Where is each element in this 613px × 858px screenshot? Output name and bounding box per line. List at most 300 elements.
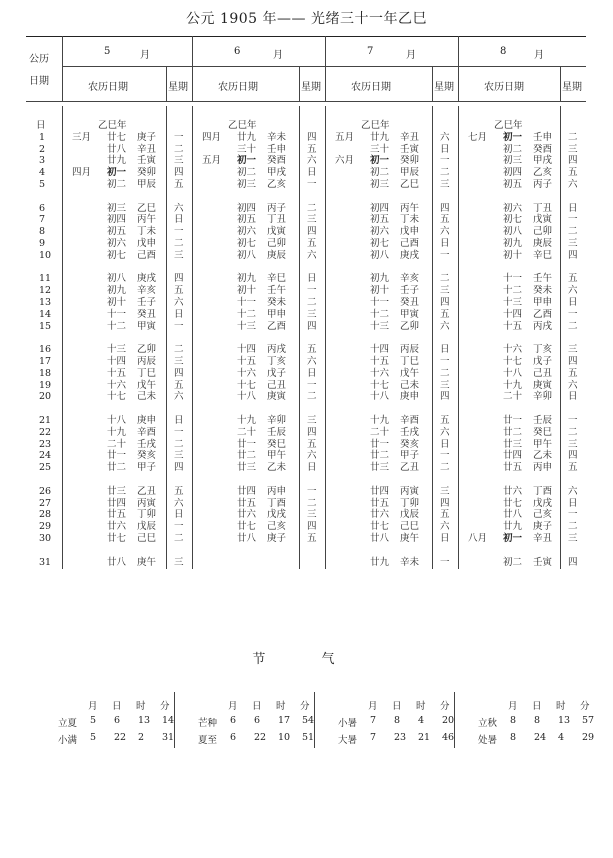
ganzhi-day: 辛未 <box>400 556 420 568</box>
xingqi-label: 星期 <box>168 82 188 93</box>
lunar-day: 廿二 <box>503 426 523 438</box>
lunar-day: 十二 <box>237 308 257 320</box>
month-header-num: 5 <box>104 46 111 57</box>
lunar-day: 十四 <box>370 344 390 356</box>
weekday: 五 <box>174 179 184 190</box>
weekday: 五 <box>568 462 578 474</box>
weekday: 日 <box>568 202 578 214</box>
ganzhi-day: 癸巳 <box>533 426 553 438</box>
weekday: 三 <box>307 415 317 426</box>
lunar-day: 初六 <box>503 202 523 214</box>
ganzhi-day: 甲子 <box>400 450 420 462</box>
weekday: 日 <box>307 167 317 179</box>
ganzhi-day: 庚子 <box>533 521 553 533</box>
day-number: 6 <box>39 202 46 214</box>
weekday: 日 <box>568 497 578 509</box>
ganzhi-day: 辛卯 <box>533 391 553 403</box>
riqi-label: 日期 <box>29 76 49 87</box>
jieqi-name: 大暑 <box>338 735 358 746</box>
lunar-month-marker: 四月 <box>72 167 92 179</box>
lunar-day: 十八 <box>370 391 390 403</box>
day-number: 29 <box>39 521 52 533</box>
ganzhi-day: 辛丑 <box>533 533 553 544</box>
lunar-day: 廿九 <box>370 131 390 143</box>
lunar-month-marker: 四月 <box>202 131 222 143</box>
day-number: 17 <box>39 356 52 367</box>
day-number: 26 <box>39 485 52 497</box>
weekday: 日 <box>440 344 450 356</box>
ganzhi-day: 戊午 <box>400 367 420 379</box>
lunar-day: 廿四 <box>370 485 390 497</box>
ganzhi-day: 癸巳 <box>267 438 287 450</box>
weekday: 日 <box>440 238 450 249</box>
ganzhi-day: 壬午 <box>533 273 553 285</box>
ganzhi-day: 甲寅 <box>137 320 157 332</box>
ganzhi-day: 丙午 <box>400 202 420 214</box>
lunar-month-marker: 六月 <box>335 155 355 167</box>
lunar-day: 十五 <box>237 356 257 367</box>
day-number: 25 <box>39 462 52 474</box>
lunar-day: 十五 <box>107 367 127 379</box>
weekday: 二 <box>568 320 578 332</box>
jieqi-hour: 17 <box>278 715 291 726</box>
lunar-month-marker: 七月 <box>468 131 488 143</box>
ganzhi-day: 己卯 <box>267 238 287 249</box>
lunar-day: 廿三 <box>107 485 127 497</box>
ganzhi-day: 甲戌 <box>533 155 553 167</box>
lunar-day: 廿五 <box>503 462 523 474</box>
jieqi-name: 小满 <box>58 735 78 746</box>
weekday: 五 <box>307 533 317 544</box>
ganzhi-day: 辛酉 <box>137 426 157 438</box>
weekday: 三 <box>174 155 184 167</box>
weekday: 六 <box>568 485 578 497</box>
lunar-day: 初五 <box>107 226 127 238</box>
weekday: 四 <box>568 155 578 167</box>
ganzhi-day: 庚子 <box>267 533 287 544</box>
ganzhi-day: 丁丑 <box>533 202 553 214</box>
lunar-day: 廿二 <box>107 462 127 474</box>
weekday: 一 <box>174 426 184 438</box>
day-number: 9 <box>39 238 46 249</box>
month-header-unit: 月 <box>273 50 283 61</box>
jieqi-month: 8 <box>510 732 517 743</box>
day-number: 24 <box>39 450 52 462</box>
weekday: 三 <box>174 450 184 462</box>
ganzhi-day: 庚戌 <box>400 249 420 261</box>
jieqi-col-header: 分 <box>300 701 310 712</box>
ganzhi-day: 壬午 <box>267 285 287 297</box>
lunar-day: 廿八 <box>237 533 257 544</box>
ganzhi-day: 丁丑 <box>267 214 287 226</box>
lunar-day: 廿七 <box>503 497 523 509</box>
month-header-num: 7 <box>367 46 374 57</box>
jieqi-month: 5 <box>90 715 97 726</box>
lunar-day: 十八 <box>107 415 127 426</box>
year-label: 乙巳年 <box>361 120 390 131</box>
lunar-day: 廿四 <box>503 450 523 462</box>
weekday: 二 <box>440 462 450 474</box>
jieqi-day: 22 <box>114 732 127 743</box>
week-col-divider <box>560 106 561 569</box>
weekday: 日 <box>440 533 450 544</box>
ganzhi-day: 庚寅 <box>267 391 287 403</box>
year-label: 乙巳年 <box>494 120 523 131</box>
ganzhi-day: 戊戌 <box>267 509 287 521</box>
month-col-divider <box>458 36 459 101</box>
page-title: 公元 1905 年—— 光绪三十一年乙巳 <box>186 11 427 27</box>
weekday: 三 <box>174 556 184 568</box>
weekday: 四 <box>307 226 317 238</box>
ri-label: 日 <box>36 120 46 131</box>
lunar-day: 二十 <box>370 426 390 438</box>
ganzhi-day: 己酉 <box>137 249 157 261</box>
weekday: 三 <box>174 249 184 261</box>
nongli-label: 农历日期 <box>88 82 128 93</box>
jieqi-hour: 13 <box>138 715 151 726</box>
jieqi-minute: 54 <box>302 715 315 726</box>
jieqi-minute: 51 <box>302 732 315 743</box>
weekday: 四 <box>174 462 184 474</box>
ganzhi-day: 乙巳 <box>137 202 157 214</box>
jieqi-col-header: 时 <box>416 701 426 712</box>
ganzhi-day: 辛未 <box>267 131 287 143</box>
ganzhi-day: 乙丑 <box>400 462 420 474</box>
ganzhi-day: 丙申 <box>533 462 553 474</box>
ganzhi-day: 丁未 <box>137 226 157 238</box>
day-number: 21 <box>39 415 52 426</box>
weekday: 三 <box>307 308 317 320</box>
lunar-day: 初八 <box>237 249 257 261</box>
lunar-day: 廿五 <box>237 497 257 509</box>
lunar-day: 初三 <box>107 202 127 214</box>
lunar-month-marker: 八月 <box>468 533 488 544</box>
lunar-day: 十一 <box>107 308 127 320</box>
ganzhi-day: 戊辰 <box>400 509 420 521</box>
jieqi-name: 立夏 <box>58 718 78 729</box>
week-col-divider <box>166 67 167 101</box>
jieqi-minute: 29 <box>582 732 595 743</box>
ganzhi-day: 庚戌 <box>137 273 157 285</box>
weekday: 二 <box>174 143 184 155</box>
jieqi-hour: 4 <box>558 732 565 743</box>
weekday: 二 <box>307 202 317 214</box>
lunar-day: 十八 <box>503 367 523 379</box>
day-number: 18 <box>39 367 52 379</box>
jieqi-col-header: 分 <box>440 701 450 712</box>
weekday: 四 <box>174 367 184 379</box>
lunar-day: 十六 <box>370 367 390 379</box>
ganzhi-day: 癸未 <box>267 297 287 308</box>
lunar-day: 初五 <box>237 214 257 226</box>
jieqi-divider <box>454 692 455 748</box>
jieqi-name: 处暑 <box>478 735 498 746</box>
lunar-day: 二十 <box>503 391 523 403</box>
lunar-day: 初十 <box>107 297 127 308</box>
weekday: 日 <box>440 143 450 155</box>
lunar-day: 初一 <box>107 167 127 179</box>
weekday: 六 <box>440 226 450 238</box>
ganzhi-day: 丁酉 <box>533 485 553 497</box>
weekday: 日 <box>307 367 317 379</box>
month-col-divider <box>192 36 193 101</box>
day-number: 2 <box>39 143 46 155</box>
lunar-day: 初一 <box>370 155 390 167</box>
month-header-unit: 月 <box>534 50 544 61</box>
day-number: 19 <box>39 379 52 391</box>
weekday: 五 <box>307 238 317 249</box>
lunar-day: 廿七 <box>107 533 127 544</box>
weekday: 六 <box>307 155 317 167</box>
jieqi-day: 6 <box>114 715 121 726</box>
lunar-day: 初二 <box>370 167 390 179</box>
weekday: 二 <box>440 367 450 379</box>
weekday: 四 <box>307 320 317 332</box>
day-number: 7 <box>39 214 46 226</box>
lunar-day: 初六 <box>237 226 257 238</box>
ganzhi-day: 己未 <box>137 391 157 403</box>
day-number: 31 <box>39 556 52 568</box>
weekday: 六 <box>174 391 184 403</box>
lunar-day: 廿七 <box>370 521 390 533</box>
day-number: 28 <box>39 509 52 521</box>
day-number: 20 <box>39 391 52 403</box>
ganzhi-day: 甲申 <box>533 297 553 308</box>
jieqi-day: 24 <box>534 732 547 743</box>
jieqi-divider <box>314 692 315 748</box>
ganzhi-day: 丙子 <box>533 179 553 190</box>
lunar-day: 廿八 <box>107 143 127 155</box>
day-number: 3 <box>39 155 46 167</box>
weekday: 六 <box>568 285 578 297</box>
ganzhi-day: 辛巳 <box>533 249 553 261</box>
lunar-day: 廿八 <box>370 533 390 544</box>
month-col-divider <box>192 106 193 569</box>
day-number: 30 <box>39 533 52 544</box>
ganzhi-day: 庚申 <box>137 415 157 426</box>
lunar-day: 十四 <box>237 344 257 356</box>
weekday: 一 <box>174 320 184 332</box>
jieqi-month: 7 <box>370 732 377 743</box>
ganzhi-day: 庚午 <box>137 556 157 568</box>
jieqi-month: 5 <box>90 732 97 743</box>
weekday: 一 <box>440 356 450 367</box>
weekday: 二 <box>174 238 184 249</box>
weekday: 二 <box>307 497 317 509</box>
weekday: 日 <box>307 462 317 474</box>
jieqi-col-header: 日 <box>392 701 402 712</box>
day-number: 16 <box>39 344 52 356</box>
lunar-day: 廿二 <box>370 450 390 462</box>
nongli-label: 农历日期 <box>351 82 391 93</box>
week-col-divider <box>299 67 300 101</box>
weekday: 三 <box>307 509 317 521</box>
jieqi-minute: 46 <box>442 732 455 743</box>
weekday: 四 <box>568 556 578 568</box>
ganzhi-day: 甲子 <box>137 462 157 474</box>
year-label: 乙巳年 <box>228 120 257 131</box>
day-number: 23 <box>39 438 52 450</box>
ganzhi-day: 丙寅 <box>400 485 420 497</box>
ganzhi-day: 庚申 <box>400 391 420 403</box>
weekday: 日 <box>174 415 184 426</box>
ganzhi-day: 己巳 <box>137 533 157 544</box>
ganzhi-day: 丙子 <box>267 202 287 214</box>
lunar-day: 十三 <box>370 320 390 332</box>
ganzhi-day: 丁未 <box>400 214 420 226</box>
day-number: 11 <box>39 273 52 285</box>
jieqi-table <box>40 698 595 748</box>
lunar-day: 廿六 <box>503 485 523 497</box>
weekday: 六 <box>174 297 184 308</box>
lunar-day: 十五 <box>503 320 523 332</box>
day-number: 13 <box>39 297 52 308</box>
jieqi-col-header: 分 <box>580 701 590 712</box>
ganzhi-day: 甲寅 <box>400 308 420 320</box>
day-number: 4 <box>39 167 46 179</box>
lunar-day: 十七 <box>237 379 257 391</box>
lunar-day: 廿一 <box>107 450 127 462</box>
ganzhi-day: 戊寅 <box>267 226 287 238</box>
ganzhi-day: 癸卯 <box>137 167 157 179</box>
lunar-day: 廿六 <box>107 521 127 533</box>
weekday: 五 <box>440 509 450 521</box>
ganzhi-day: 丁亥 <box>533 344 553 356</box>
ganzhi-day: 戊寅 <box>533 214 553 226</box>
ganzhi-day: 壬寅 <box>400 143 420 155</box>
weekday: 四 <box>440 497 450 509</box>
lunar-day: 十二 <box>503 285 523 297</box>
ganzhi-day: 丁巳 <box>137 367 157 379</box>
lunar-day: 初二 <box>107 179 127 190</box>
weekday: 五 <box>174 485 184 497</box>
lunar-day: 二十 <box>107 438 127 450</box>
ganzhi-day: 甲戌 <box>267 167 287 179</box>
month-col-divider <box>458 106 459 569</box>
jieqi-day: 8 <box>394 715 401 726</box>
lunar-day: 十四 <box>107 356 127 367</box>
ganzhi-day: 甲辰 <box>400 167 420 179</box>
weekday: 日 <box>174 214 184 226</box>
weekday: 六 <box>307 450 317 462</box>
ganzhi-day: 戊戌 <box>533 497 553 509</box>
xingqi-label: 星期 <box>434 82 454 93</box>
ganzhi-day: 壬申 <box>267 143 287 155</box>
weekday: 二 <box>440 273 450 285</box>
lunar-day: 初五 <box>370 214 390 226</box>
ganzhi-day: 庚辰 <box>533 238 553 249</box>
ganzhi-day: 辛巳 <box>267 273 287 285</box>
weekday: 一 <box>307 179 317 190</box>
weekday: 一 <box>568 214 578 226</box>
header-divider <box>62 36 63 101</box>
weekday: 日 <box>174 308 184 320</box>
lunar-day: 廿九 <box>370 556 390 568</box>
day-number: 22 <box>39 426 52 438</box>
lunar-day: 廿八 <box>107 556 127 568</box>
lunar-day: 初三 <box>370 179 390 190</box>
jieqi-col-header: 日 <box>112 701 122 712</box>
lunar-day: 十九 <box>503 379 523 391</box>
ganzhi-day: 壬寅 <box>533 556 553 568</box>
lunar-day: 初一 <box>237 155 257 167</box>
weekday: 六 <box>307 249 317 261</box>
lunar-day: 廿四 <box>107 497 127 509</box>
lunar-day: 初二 <box>503 143 523 155</box>
lunar-day: 十四 <box>503 308 523 320</box>
lunar-day: 十三 <box>237 320 257 332</box>
ganzhi-day: 己未 <box>400 379 420 391</box>
ganzhi-day: 庚午 <box>400 533 420 544</box>
week-col-divider <box>432 106 433 569</box>
lunar-day: 十六 <box>237 367 257 379</box>
lunar-day: 廿八 <box>503 509 523 521</box>
ganzhi-day: 乙亥 <box>267 179 287 190</box>
lunar-day: 廿六 <box>237 509 257 521</box>
ganzhi-day: 辛酉 <box>400 415 420 426</box>
jieqi-name: 小暑 <box>338 718 358 729</box>
ganzhi-day: 己酉 <box>400 238 420 249</box>
weekday: 二 <box>174 344 184 356</box>
weekday: 三 <box>568 344 578 356</box>
weekday: 二 <box>440 167 450 179</box>
ganzhi-day: 辛亥 <box>137 285 157 297</box>
month-header-num: 8 <box>500 46 507 57</box>
jieqi-name: 芒种 <box>198 718 218 729</box>
jieqi-month: 8 <box>510 715 517 726</box>
nongli-label: 农历日期 <box>218 82 258 93</box>
weekday: 四 <box>440 297 450 308</box>
jieqi-hour: 13 <box>558 715 571 726</box>
ganzhi-day: 壬申 <box>533 131 553 143</box>
ganzhi-day: 癸酉 <box>533 143 553 155</box>
day-number: 12 <box>39 285 52 297</box>
header-mid-rule <box>62 66 586 67</box>
ganzhi-day: 辛卯 <box>267 415 287 426</box>
weekday: 日 <box>568 297 578 308</box>
ganzhi-day: 壬子 <box>137 297 157 308</box>
ganzhi-day: 庚子 <box>137 131 157 143</box>
ganzhi-day: 丁亥 <box>267 356 287 367</box>
ganzhi-day: 乙卯 <box>137 344 157 356</box>
jieqi-col-header: 时 <box>136 701 146 712</box>
weekday: 三 <box>440 285 450 297</box>
weekday: 四 <box>568 356 578 367</box>
lunar-day: 三十 <box>370 143 390 155</box>
jieqi-hour: 10 <box>278 732 291 743</box>
ganzhi-day: 己丑 <box>533 367 553 379</box>
ganzhi-day: 甲申 <box>267 308 287 320</box>
jieqi-month: 6 <box>230 715 237 726</box>
jieqi-col-header: 日 <box>252 701 262 712</box>
day-number: 8 <box>39 226 46 238</box>
lunar-day: 初十 <box>237 285 257 297</box>
jieqi-col-header: 月 <box>88 701 98 712</box>
weekday: 三 <box>568 238 578 249</box>
weekday: 三 <box>568 143 578 155</box>
ganzhi-day: 戊子 <box>267 367 287 379</box>
lunar-month-marker: 三月 <box>72 131 92 143</box>
ganzhi-day: 庚寅 <box>533 379 553 391</box>
weekday: 一 <box>174 521 184 533</box>
weekday: 三 <box>568 438 578 450</box>
weekday: 六 <box>440 320 450 332</box>
jieqi-col-header: 月 <box>508 701 518 712</box>
ganzhi-day: 乙巳 <box>400 179 420 190</box>
lunar-day: 十三 <box>107 344 127 356</box>
lunar-day: 初七 <box>107 249 127 261</box>
ganzhi-day: 癸未 <box>533 285 553 297</box>
